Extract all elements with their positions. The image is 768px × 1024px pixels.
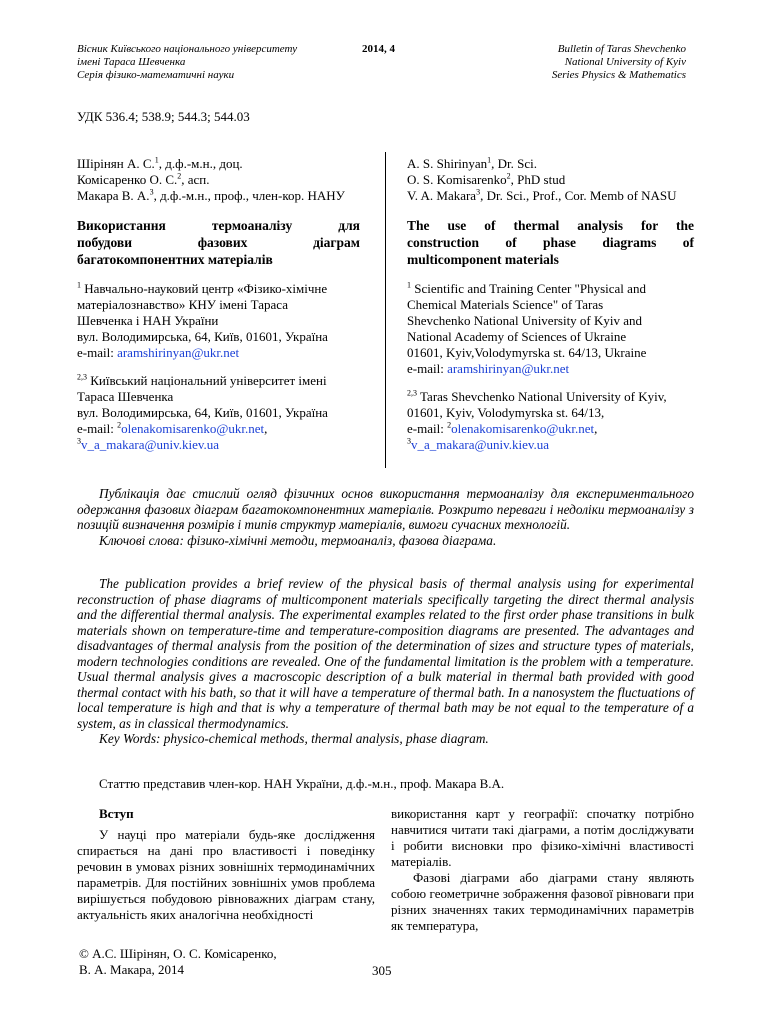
author-line: Макара В. А.$^3$, д.ф.-м.н., проф., член-кор. НАНУ bbox=[77, 187, 345, 203]
section-heading-intro: Вступ bbox=[99, 806, 134, 821]
email-link[interactable]: v_a_makara@univ.kiev.ua bbox=[81, 437, 220, 452]
title-line: construction of phase diagrams of bbox=[407, 235, 694, 250]
author-line: V. A. Makara$^3$, Dr. Sci., Prof., Cor. Memb of NASU bbox=[407, 187, 677, 203]
email-link[interactable]: aramshirinyan@ukr.net bbox=[117, 345, 240, 360]
intro-col2-p1: використання карт у географії: спочатку потрібно навчитися читати такі діаграми, а потім досліджувати і робити висновки про фізико-хімічні властивості матеріалів. bbox=[391, 806, 694, 869]
intro-col1: У науці про матеріали будь-яке дослідження спирається на дані про властивості і поведінку речовин в умовах різних зовнішніх термодинамічних параметрів. Для постійних зовнішніх умов проблема вирішується побудовою рівноважних діаграм стану, актуальність яких аналогічна необхідності bbox=[77, 827, 375, 922]
email-link[interactable]: v_a_makara@univ.kiev.ua bbox=[411, 437, 550, 452]
page-number: 305 bbox=[372, 963, 392, 978]
presented-by: Статтю представив член-кор. НАН України, д.ф.-м.н., проф. Макара В.А. bbox=[99, 776, 505, 791]
abstract-uk bbox=[77, 486, 694, 548]
header-left-line: Вісник Київського національного університету bbox=[77, 43, 298, 55]
abstract-en-text: The publication provides a brief review of the physical basis of thermal analysis using for experimental reconstruction of phase diagrams of multicomponent materials specifically targeting the direct thermal analysis and the differential thermal analysis. The experimental examples related to the first order phase transitions in bulk materials shown on temperature-time and temperature-composition diagrams are presented. The advantages and disadvantages of thermal analysis from the position of the determination of sizes and structure types of materials, modern technologies conditions are revealed. One of the fundamental limitation is the problem with a temperature. Usual thermal analysis gives a macroscopic description of a bulk material in thermal bath provided with good thermal contact with his bath, so that it will have a temperature of thermal bath. In a nanosystem the fluctuations of local temperature is high and that is why a temperature of thermal bath may be not equal to the temperature of a system, as in classical thermodynamics. bbox=[77, 576, 694, 731]
keywords-en: Key Words: physico-chemical methods, thermal analysis, phase diagram. bbox=[99, 731, 489, 746]
journal-header-left bbox=[77, 43, 337, 82]
title-line: Використання термоаналізу для bbox=[77, 218, 360, 233]
affiliation-en-23: $^{2,3}$ Taras Shevchenko National University of Kyiv, 01601, Kyiv, Volodymyrska st. 64/13, e-mail: $^2$olenakomisarenko@ukr.net, $^3$v_a_makara@univ.kiev.ua bbox=[407, 388, 667, 452]
authors-uk bbox=[77, 156, 377, 204]
author-line: Шірінян А. С.$^1$, д.ф.-м.н., доц. bbox=[77, 155, 243, 171]
title-line: The use of thermal analysis for the bbox=[407, 218, 694, 233]
header-right-line: National University of Kyiv bbox=[564, 56, 686, 68]
authors-en bbox=[407, 156, 707, 204]
author-line: O. S. Komisarenko$^2$, PhD stud bbox=[407, 171, 566, 187]
author-line: A. S. Shirinyan$^1$, Dr. Sci. bbox=[407, 155, 538, 171]
header-right-line: Bulletin of Taras Shevchenko bbox=[557, 43, 686, 55]
header-right-line: Series Physics & Mathematics bbox=[551, 69, 686, 81]
intro-col2-p2: Фазові діаграми або діаграми стану являють собою геометричне зображення фазової рівноваги при різних значеннях таких термодинамічних параметрів як температура, bbox=[391, 870, 694, 933]
affiliation-uk-23: $^{2,3}$ Київський національний університет імені Тараса Шевченка вул. Володимирська, 64, Київ, 01601, Україна e-mail: $^2$olenakomisarenko@ukr.net, $^3$v_a_makara@univ.kiev.ua bbox=[77, 372, 328, 452]
title-line: multicomponent materials bbox=[407, 252, 559, 267]
email-link[interactable]: olenakomisarenko@ukr.net bbox=[121, 421, 265, 436]
column-divider bbox=[385, 152, 386, 468]
header-left-line: Серія фізико-математичні науки bbox=[77, 69, 235, 81]
title-line: багатокомпонентних матеріалів bbox=[77, 252, 273, 267]
email-link[interactable]: aramshirinyan@ukr.net bbox=[447, 361, 570, 376]
title-uk bbox=[77, 217, 360, 268]
issue-number: 2014, 4 bbox=[362, 43, 395, 55]
keywords-uk: Ключові слова: фізико-хімічні методи, термоаналіз, фазова діаграма. bbox=[99, 532, 497, 548]
journal-header-right bbox=[466, 43, 686, 82]
email-link[interactable]: olenakomisarenko@ukr.net bbox=[451, 421, 595, 436]
title-line: побудови фазових діаграм bbox=[77, 235, 360, 250]
header-left-line: імені Тараса Шевченка bbox=[77, 56, 186, 68]
udc-code: УДК 536.4; 538.9; 544.3; 544.03 bbox=[77, 109, 250, 124]
abstract-en bbox=[77, 576, 694, 747]
copyright-notice: © А.С. Шірінян, О. С. Комісаренко, В. А. Макара, 2014 bbox=[79, 946, 277, 977]
intro-col2 bbox=[391, 806, 694, 934]
affiliation-uk-1: $^1$ Навчально-науковий центр «Фізико-хімічне матеріалознавство» КНУ імені Тараса Шевченка і НАН України вул. Володимирська, 64, Київ, 01601, Україна e-mail: aramshirinyan@ukr.net bbox=[77, 280, 328, 360]
affiliation-en-1: $^1$ Scientific and Training Center "Physical and Chemical Materials Science" of Taras Shevchenko National University of Kyiv and National Academy of Sciences of Ukraine 01601, Kyiv,Volodymyrska st. 64/13, Ukraine e-mail: aramshirinyan@ukr.net bbox=[407, 280, 647, 376]
title-en bbox=[407, 217, 694, 268]
abstract-uk-text: Публікація дає стислий огляд фізичних основ використання термоаналізу для експериментального одержання фазових діаграм багатокомпонентних матеріалів. Розкрито переваги і недоліки термоаналізу з позицій визначення розмірів і типів структур матеріалів, вимоги сучасних технологій. bbox=[77, 486, 694, 532]
author-line: Комісаренко О. С.$^2$, асп. bbox=[77, 171, 210, 187]
